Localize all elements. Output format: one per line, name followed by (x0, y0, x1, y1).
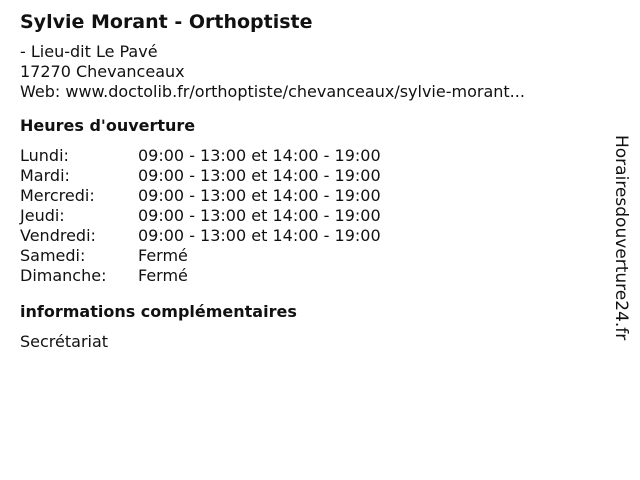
website-link[interactable]: Web: www.doctolib.fr/orthoptiste/chevanceaux/sylvie-morant... (20, 82, 525, 101)
hours-row-thursday (20, 206, 600, 226)
postal-city: 17270 Chevanceaux (20, 62, 185, 81)
address-block (20, 42, 600, 102)
day-hours: Fermé (138, 246, 188, 265)
day-hours: 09:00 - 13:00 et 14:00 - 19:00 (138, 206, 381, 225)
hours-row-saturday (20, 246, 600, 266)
day-label: Samedi: (20, 246, 86, 265)
address-line: - Lieu-dit Le Pavé (20, 42, 158, 61)
page-title: Sylvie Morant - Orthoptiste (20, 11, 313, 33)
hours-row-monday (20, 146, 600, 166)
listing-card (20, 10, 600, 352)
hours-row-tuesday (20, 166, 600, 186)
day-hours: 09:00 - 13:00 et 14:00 - 19:00 (138, 226, 381, 245)
additional-info-text: Secrétariat (20, 332, 109, 351)
day-label: Jeudi: (20, 206, 65, 225)
hours-row-sunday (20, 266, 600, 286)
day-hours: 09:00 - 13:00 et 14:00 - 19:00 (138, 186, 381, 205)
hours-row-friday (20, 226, 600, 246)
day-label: Mardi: (20, 166, 70, 185)
additional-info-heading: informations complémentaires (20, 302, 297, 321)
opening-hours-table (20, 146, 600, 286)
day-label: Vendredi: (20, 226, 96, 245)
hours-row-wednesday (20, 186, 600, 206)
day-hours: Fermé (138, 266, 188, 285)
day-hours: 09:00 - 13:00 et 14:00 - 19:00 (138, 166, 381, 185)
day-hours: 09:00 - 13:00 et 14:00 - 19:00 (138, 146, 381, 165)
day-label: Mercredi: (20, 186, 95, 205)
opening-hours-heading: Heures d'ouverture (20, 116, 196, 135)
day-label: Dimanche: (20, 266, 107, 285)
site-watermark: Horairesdouverture24.fr (611, 135, 631, 341)
day-label: Lundi: (20, 146, 69, 165)
